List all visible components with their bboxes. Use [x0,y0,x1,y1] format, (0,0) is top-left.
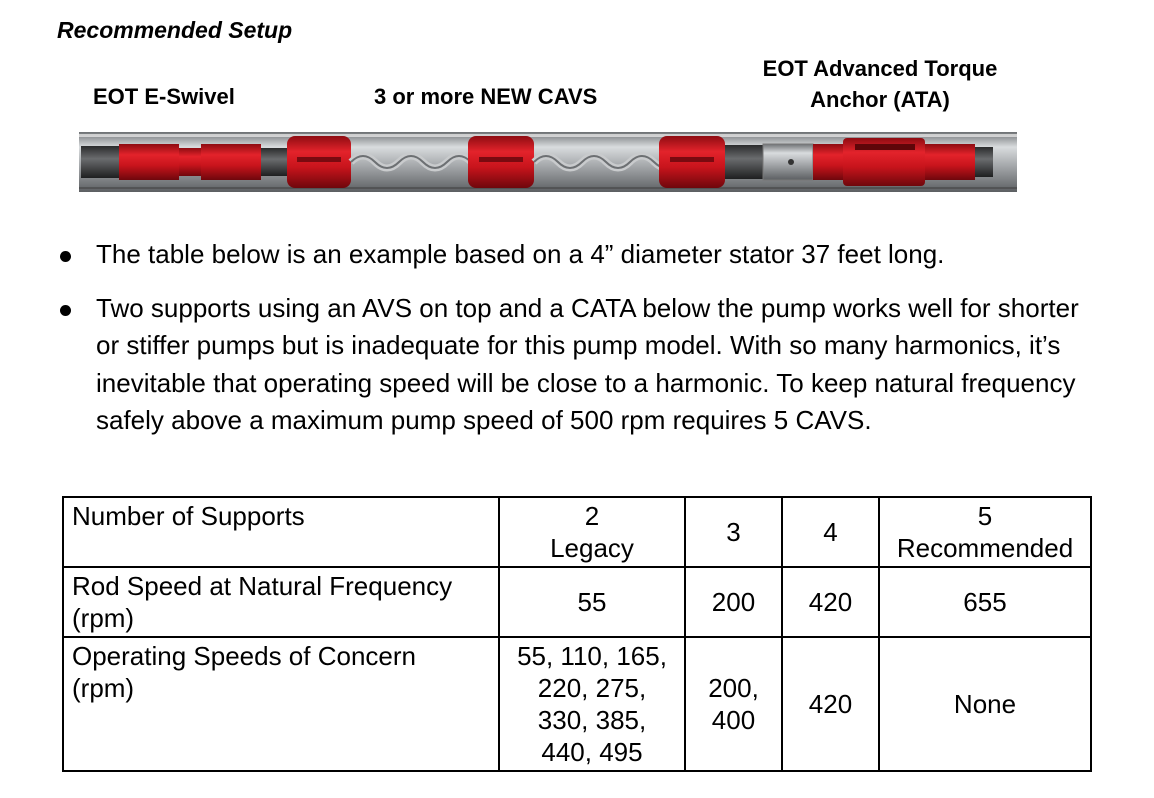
cell-rod-speed-3: 200 [685,567,782,637]
section-heading: Recommended Setup [57,17,293,43]
cell-supports-3: 3 [685,497,782,567]
label-ata-line-2: Anchor (ATA) [810,87,950,112]
bullet-item [60,290,1090,440]
cell-speeds-concern-4: 420 [782,637,879,771]
row-label-operating-speeds: Operating Speeds of Concern (rpm) [63,637,499,771]
cell-rod-speed-5: 655 [879,567,1091,637]
cell-supports-5: 5 Recommended [879,497,1091,567]
table-row [63,567,1091,637]
legacy-label: Legacy [550,533,634,563]
label-new-cavs: 3 or more NEW CAVS [374,84,598,109]
recommended-label: Recommended [896,533,1074,563]
cell-speeds-concern-2: 55, 110, 165, 220, 275, 330, 385, 440, 495 [499,637,685,771]
bullet-item [60,236,1090,274]
cell-supports-2: 2 Legacy [499,497,685,567]
swivel-connector [81,146,119,178]
cell-rod-speed-4: 420 [782,567,879,637]
table-row [63,497,1091,567]
table-row [63,637,1091,771]
e-swivel-body [119,144,179,180]
bullet-text: The table below is an example based on a 4” diameter stator 37 feet long. [96,239,945,269]
row-label-number-of-supports: Number of Supports [63,497,499,567]
row-label-rod-speed: Rod Speed at Natural Frequency (rpm) [63,567,499,637]
supports-table [62,496,1092,772]
tool-string-illustration [79,132,1017,192]
ata-body [813,144,843,180]
cell-speeds-concern-3: 200, 400 [685,637,782,771]
cell-supports-4: 4 [782,497,879,567]
bullet-dot-icon [60,251,71,262]
label-ata-line-1: EOT Advanced Torque [762,56,998,81]
cell-speeds-concern-5: None [879,637,1091,771]
bullet-text: Two supports using an AVS on top and a CATA below the pump works well for shorter or stiffer pumps but is inadequate for this pump model. With so many harmonics, it’s inevitable that operating speed will be close to a harmonic. To keep natural frequency safely above a maximum pump speed of 500 rpm requires 5 CAVS. [96,292,1079,435]
bullet-list [60,236,1090,456]
label-advanced-torque-anchor [740,53,1020,115]
bullet-dot-icon [60,305,71,316]
cell-rod-speed-2: 55 [499,567,685,637]
label-eot-e-swivel: EOT E-Swivel [93,84,235,109]
